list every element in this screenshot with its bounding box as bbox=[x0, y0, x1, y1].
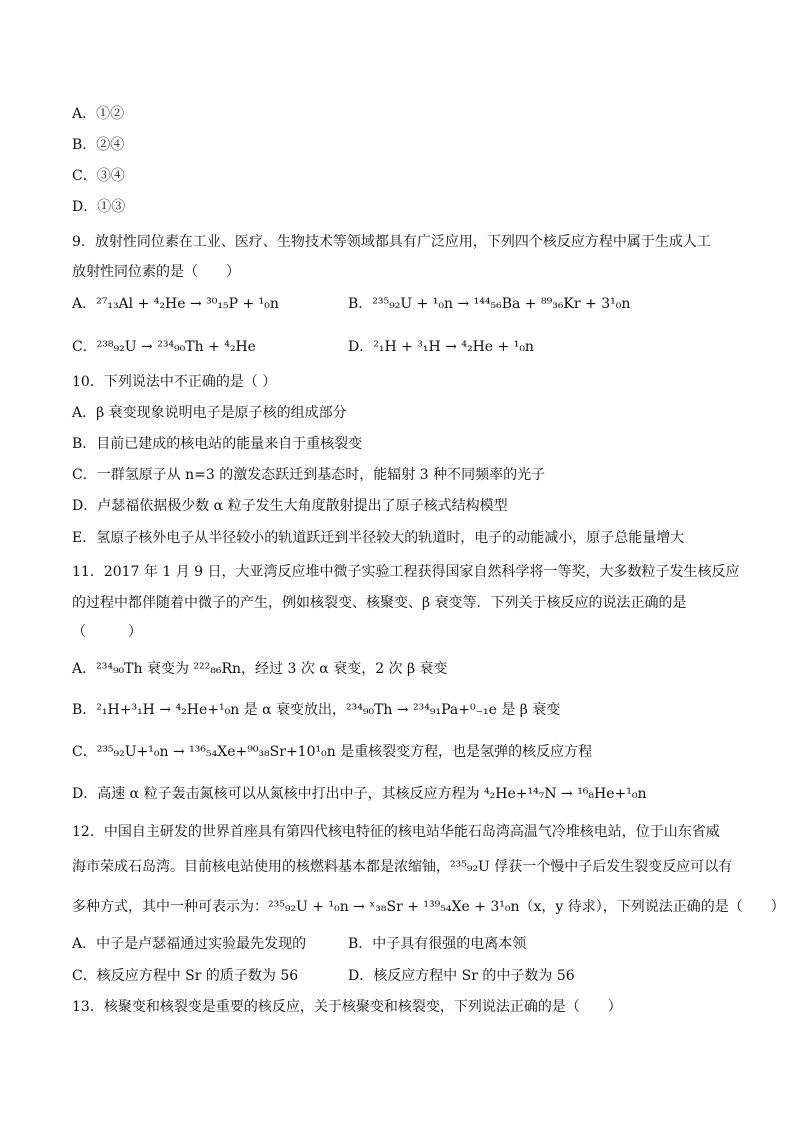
q12-option-a: A．中子是卢瑟福通过实验最先发现的 bbox=[72, 936, 307, 952]
q8-option-c: C．③④ bbox=[72, 168, 125, 184]
q13-stem: 13．核聚变和核裂变是重要的核反应，关于核聚变和核裂变，下列说法正确的是（ ） bbox=[72, 999, 622, 1015]
q10-option-c: C．一群氢原子从 n=3 的激发态跃迁到基态时，能辐射 3 种不同频率的光子 bbox=[72, 467, 546, 483]
q10-option-d: D．卢瑟福依据极少数 α 粒子发生大角度散射提出了原子核式结构模型 bbox=[72, 498, 508, 514]
q9-option-b: B．²³⁵₉₂U + ¹₀n → ¹⁴⁴₅₆Ba + ⁸⁹₃₆Kr + 3¹₀n bbox=[348, 296, 631, 312]
q10-stem: 10．下列说法中不正确的是（ ） bbox=[72, 374, 277, 390]
q11-option-c: C．²³⁵₉₂U+¹₀n → ¹³⁶₅₄Xe+⁹⁰₃₈Sr+10¹₀n 是重核裂变方程，也是氢弹的核反应方程 bbox=[72, 744, 593, 760]
q11-option-d: D．高速 α 粒子轰击氮核可以从氮核中打出中子，其核反应方程为 ⁴₂He+¹⁴₇N → ¹⁶₈He+¹₀n bbox=[72, 786, 647, 802]
q9-stem-line2: 放射性同位素的是（ ） bbox=[72, 264, 240, 280]
q11-stem-line2: 的过程中都伴随着中微子的产生，例如核裂变、核聚变、β 衰变等．下列关于核反应的说法正确的是 bbox=[72, 595, 687, 611]
q10-option-a: A．β 衰变现象说明电子是原子核的组成部分 bbox=[72, 405, 347, 421]
q9-option-a: A．²⁷₁₃Al + ⁴₂He → ³⁰₁₅P + ¹₀n bbox=[72, 296, 279, 312]
q12-stem-line2: 海市荣成石岛湾。目前核电站使用的核燃料基本都是浓缩铀，²³⁵₉₂U 俘获一个慢中子后发生裂变反应可以有 bbox=[72, 859, 733, 875]
q11-option-a: A．²³⁴₉₀Th 衰变为 ²²²₈₆Rn，经过 3 次 α 衰变，2 次 β 衰变 bbox=[72, 661, 448, 677]
q9-stem-line1: 9．放射性同位素在工业、医疗、生物技术等领域都具有广泛应用，下列四个核反应方程中属于生成人工 bbox=[72, 234, 711, 250]
q11-option-b: B．²₁H+³₁H → ⁴₂He+¹₀n 是 α 衰变放出，²³⁴₉₀Th → ²³⁴₉₁Pa+⁰₋₁e 是 β 衰变 bbox=[72, 702, 561, 718]
q10-option-b: B．目前已建成的核电站的能量来自于重核裂变 bbox=[72, 436, 363, 452]
q8-option-b: B．②④ bbox=[72, 137, 125, 153]
q12-option-c: C．核反应方程中 Sr 的质子数为 56 bbox=[72, 968, 299, 984]
q12-stem-line3: 多种方式，其中一种可表示为：²³⁵₉₂U + ¹₀n → ˣ₃₈Sr + ¹³⁹₅₄Xe + 3¹₀n（x，y 待求），下列说法正确的是（ ） bbox=[72, 899, 785, 915]
q12-option-d: D．核反应方程中 Sr 的中子数为 56 bbox=[348, 968, 575, 984]
q8-option-d: D．①③ bbox=[72, 199, 126, 215]
q12-stem-line1: 12．中国自主研发的世界首座具有第四代核电特征的核电站华能石岛湾高温气冷堆核电站，位于山东省威 bbox=[72, 824, 720, 840]
q9-option-c: C．²³⁸₉₂U → ²³⁴₉₀Th + ⁴₂He bbox=[72, 339, 256, 355]
q11-stem-line3: （ ） bbox=[72, 624, 142, 640]
q10-option-e: E．氢原子核外电子从半径较小的轨道跃迁到半径较大的轨道时，电子的动能减小，原子总能量增大 bbox=[72, 530, 685, 546]
q8-option-a: A．①② bbox=[72, 106, 125, 122]
q9-option-d: D．²₁H + ³₁H → ⁴₂He + ¹₀n bbox=[348, 339, 534, 355]
q11-stem-line1: 11．2017 年 1 月 9 日，大亚湾反应堆中微子实验工程获得国家自然科学将一等奖，大多数粒子发生核反应 bbox=[72, 564, 740, 580]
q12-option-b: B．中子具有很强的电离本领 bbox=[348, 936, 527, 952]
